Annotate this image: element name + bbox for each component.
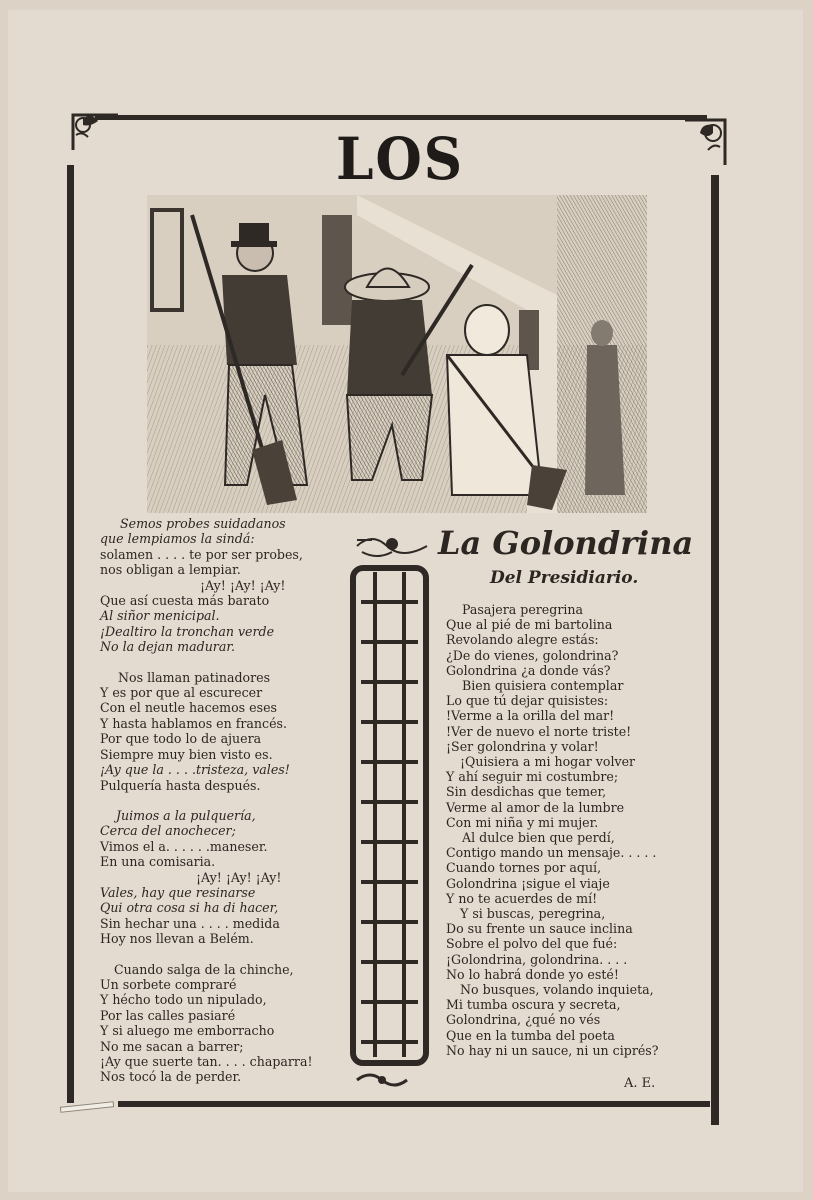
- poem-line: nos obligan a lempiar.: [100, 562, 241, 578]
- poem-line: No la dejan madurar.: [100, 639, 235, 655]
- poem-line: Al siñor menicipal.: [100, 608, 220, 624]
- poem-line: Vimos el a. . . . . .maneser.: [100, 838, 268, 854]
- corner-ornament-top-right: [680, 115, 730, 170]
- poem-line: Nos llaman patinadores: [118, 669, 271, 685]
- poem-line: Revolando alegre estás:: [446, 632, 599, 648]
- poem-line: Siempre muy bien visto es.: [100, 746, 273, 762]
- poem-line: Y hasta hablamos en francés.: [100, 715, 288, 731]
- page-title: LOS: [335, 125, 465, 193]
- poem-line: Por las calles pasiaré: [100, 1007, 236, 1023]
- poem-line: Al dulce bien que perdí,: [462, 830, 615, 846]
- frame-top-rule: [95, 115, 707, 120]
- poem-line: En una comisaria.: [100, 854, 216, 870]
- poem-line: ¡Golondrina, golondrina. . . .: [446, 951, 628, 967]
- frame-left-rule: [67, 165, 74, 1103]
- flourish-ornament-top: [352, 530, 432, 562]
- poem-line: Que en la tumba del poeta: [446, 1027, 615, 1043]
- poem-line: Con el neutle hacemos eses: [100, 700, 277, 716]
- sweepers-engraving: [147, 195, 647, 513]
- poem-line: Sobre el polvo del que fué:: [446, 936, 618, 952]
- poem-line: !Verme a la orilla del mar!: [446, 708, 615, 724]
- poem-line: Do su frente un sauce inclina: [446, 921, 633, 937]
- poem-line: Por que todo lo de ajuera: [100, 731, 262, 747]
- poem-line: que lempiamos la sindá:: [100, 531, 255, 547]
- poem-line: Con mi niña y mi mujer.: [446, 814, 599, 830]
- poem-line: No lo habrá donde yo esté!: [446, 966, 619, 982]
- poem-line: Y si buscas, peregrina,: [460, 906, 606, 922]
- poem-line: !Ver de nuevo el norte triste!: [446, 723, 632, 739]
- poem-line: Sin hechar una . . . . medida: [100, 915, 280, 931]
- poem-line: ¡Ay! ¡Ay! ¡Ay!: [196, 869, 282, 885]
- poem-line: ¡Quisiera a mi hogar volver: [460, 754, 636, 770]
- poem-line: Contigo mando un mensaje. . . . .: [446, 845, 657, 861]
- poem-line: ¡Ay que suerte tan. . . . chaparra!: [100, 1054, 313, 1069]
- poem-line: ¡Ay! ¡Ay! ¡Ay!: [200, 577, 286, 593]
- poem-line: Y ahí seguir mi costumbre;: [446, 769, 619, 785]
- poem-line: Mi tumba oscura y secreta,: [446, 997, 621, 1013]
- poem-line: Vales, hay que resinarse: [100, 884, 256, 900]
- poem-line: Pulquería hasta después.: [100, 777, 261, 793]
- poem-line: Golondrina, ¿qué no vés: [446, 1012, 601, 1028]
- author-signature: A. E.: [624, 1076, 656, 1091]
- poem-line: ¿De do vienes, golondrina?: [446, 647, 619, 663]
- poem-line: Golondrina ¡sigue el viaje: [446, 875, 610, 891]
- poem-line: Bien quisiera contemplar: [462, 678, 624, 694]
- ornamental-divider: [347, 562, 432, 1067]
- poem-line: Semos probes suidadanos: [120, 516, 286, 531]
- corner-ornament-top-left: [68, 105, 123, 155]
- poem-line: ¡Dealtiro la tronchan verde: [100, 623, 275, 639]
- poem-line: Lo que tú dejar quisistes:: [446, 693, 609, 709]
- flourish-ornament-bottom: [352, 1068, 412, 1092]
- poem-line: Sin desdichas que temer,: [446, 784, 607, 800]
- poem-line: Cuando tornes por aquí,: [446, 860, 602, 876]
- poem-line: No busques, volando inquieta,: [460, 982, 654, 998]
- poem-line: Qui otra cosa si ha di hacer,: [100, 900, 279, 916]
- poem-line: ¡Ser golondrina y volar!: [446, 738, 599, 754]
- right-poem: [446, 602, 696, 1058]
- poem-line: No me sacan a barrer;: [100, 1038, 244, 1054]
- song-subtitle: Del Presidiario.: [490, 568, 639, 588]
- poem-line: Nos tocó la de perder.: [100, 1069, 242, 1085]
- poem-line: Cerca del anochecer;: [100, 823, 236, 839]
- song-title: La Golondrina: [438, 524, 694, 562]
- poem-line: Verme al amor de la lumbre: [446, 799, 625, 815]
- poem-line: ¡Ay que la . . . .tristeza, vales!: [100, 762, 290, 778]
- poem-line: Un sorbete compraré: [100, 976, 237, 992]
- poem-line: Cuando salga de la chinche,: [114, 961, 294, 977]
- left-poem: [100, 516, 330, 1085]
- poem-line: solamen . . . . te por ser probes,: [100, 546, 303, 562]
- poem-line: Pasajera peregrina: [462, 602, 583, 617]
- poem-line: Que así cuesta más barato: [100, 593, 270, 609]
- poem-line: Y es por que al escurecer: [100, 685, 263, 701]
- poem-line: Juimos a la pulquería,: [116, 807, 256, 823]
- poem-line: Que al pié de mi bartolina: [446, 617, 613, 633]
- poem-line: Hoy nos llevan a Belém.: [100, 931, 254, 947]
- poem-line: Y hécho todo un nipulado,: [100, 992, 267, 1008]
- frame-right-rule: [711, 175, 719, 1125]
- poem-line: No hay ni un sauce, ni un ciprés?: [446, 1042, 659, 1058]
- frame-bottom-rule: [118, 1101, 710, 1107]
- poem-line: Y si aluego me emborracho: [100, 1023, 275, 1039]
- poem-line: Golondrina ¿a donde vás?: [446, 662, 611, 678]
- poem-line: Y no te acuerdes de mí!: [446, 890, 598, 906]
